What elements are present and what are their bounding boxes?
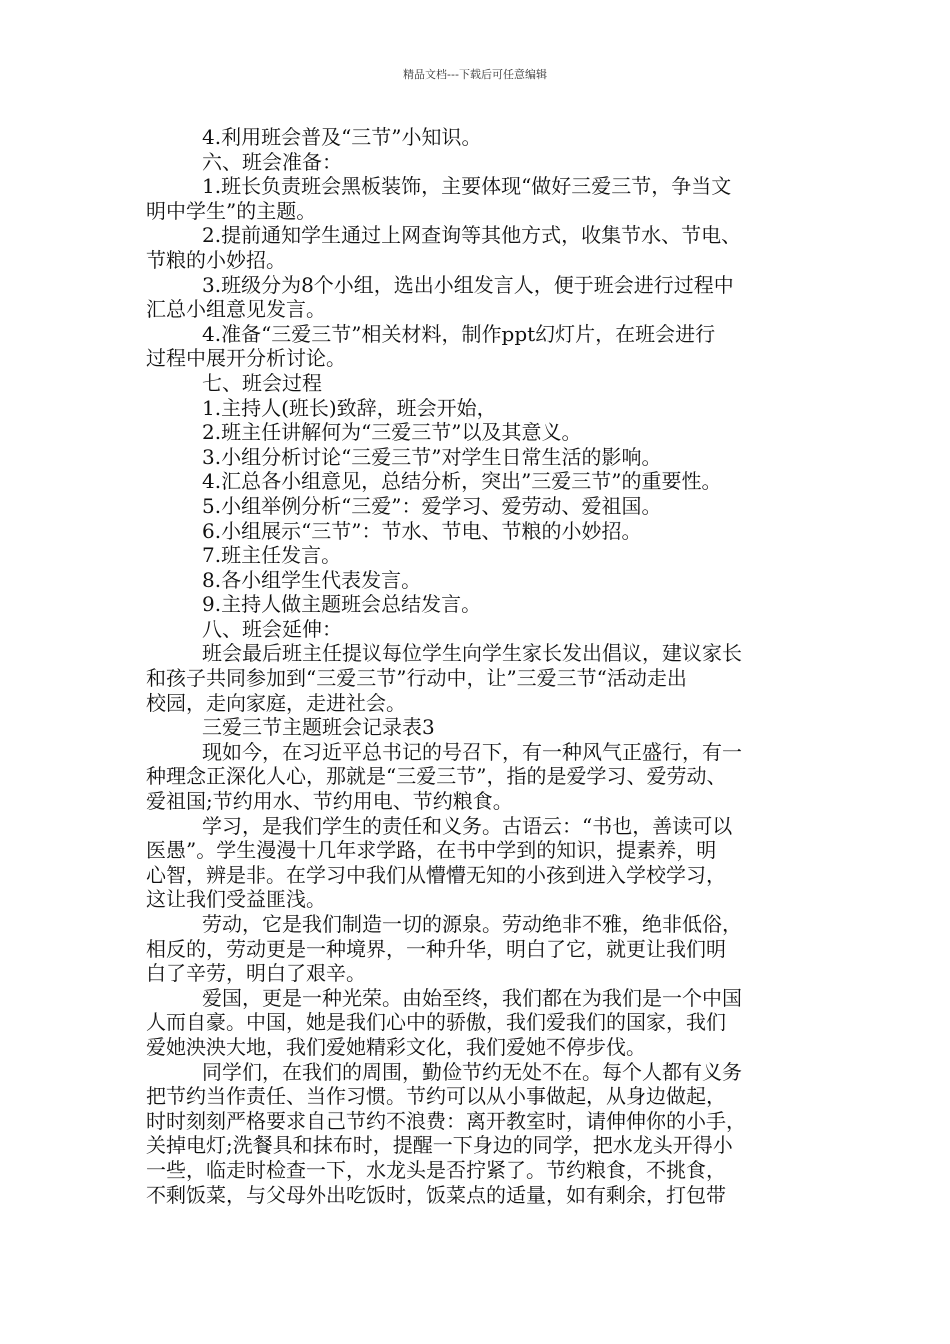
text-line: 八、班会延伸： — [202, 616, 342, 641]
text-line: 七、班会过程 — [202, 370, 322, 395]
text-line: 1.主持人(班长)致辞，班会开始， — [202, 395, 497, 420]
text-line: 明中学生”的主题。 — [146, 198, 317, 223]
text-line: 爱国，更是一种光荣。由始至终，我们都在为我们是一个中国 — [202, 985, 742, 1010]
text-line: 劳动，它是我们制造一切的源泉。劳动绝非不雅，绝非低俗， — [202, 912, 742, 936]
text-line: 2.班主任讲解何为“三爱三节”以及其意义。 — [202, 420, 582, 445]
text-line: 一些，临走时检查一下，水龙头是否拧紧了。节约粮食，不挑食， — [146, 1157, 726, 1182]
text-line: 人而自豪。中国，她是我们心中的骄傲，我们爱我们的国家，我们 — [146, 1010, 726, 1035]
text-line: 医愚”。学生漫漫十几年求学路，在书中学到的知识，提素养，明 — [146, 838, 717, 863]
text-line: 种理念正深化人心，那就是“三爱三节”，指的是爱学习、爱劳动、 — [146, 764, 727, 789]
text-line: 不剩饭菜，与父母外出吃饭时，饭菜点的适量，如有剩余，打包带 — [146, 1182, 726, 1207]
text-line: 同学们，在我们的周围，勤俭节约无处不在。每个人都有义务 — [202, 1059, 742, 1084]
text-line: 这让我们受益匪浅。 — [146, 887, 326, 912]
text-line: 5.小组举例分析“三爱”：爱学习、爱劳动、爱祖国。 — [202, 493, 662, 518]
text-line: 4.利用班会普及“三节”小知识。 — [202, 125, 482, 149]
text-line: 校园，走向家庭，走进社会。 — [146, 690, 406, 715]
text-line: 现如今，在习近平总书记的号召下，有一种风气正盛行，有一 — [202, 739, 742, 764]
text-line: 爱她泱泱大地，我们爱她精彩文化，我们爱她不停步伐。 — [146, 1034, 646, 1059]
text-line: 学习，是我们学生的责任和义务。古语云：“书也，善读可以 — [202, 813, 733, 838]
text-line: 过程中展开分析讨论。 — [146, 346, 346, 371]
text-line: 相反的，劳动更是一种境界，一种升华，明白了它，就更让我们明 — [146, 936, 726, 961]
text-line: 三爱三节主题班会记录表3 — [202, 715, 435, 740]
text-line: 爱祖国;节约用水、节约用电、节约粮食。 — [146, 789, 513, 814]
text-line: 节粮的小妙招。 — [146, 247, 286, 272]
text-line: 班会最后班主任提议每位学生向学生家长发出倡议，建议家长 — [202, 641, 742, 666]
document-body — [146, 125, 814, 1207]
text-line: 7.班主任发言。 — [202, 543, 342, 568]
text-line: 六、班会准备： — [202, 149, 342, 174]
text-line: 2.提前通知学生通过上网查询等其他方式，收集节水、节电、 — [202, 223, 742, 248]
text-line: 6.小组展示“三节”：节水、节电、节粮的小妙招。 — [202, 518, 642, 543]
text-line: 心智，辨是非。在学习中我们从懵懵无知的小孩到进入学校学习， — [146, 862, 726, 887]
text-line: 时时刻刻严格要求自己节约不浪费：离开教室时，请伸伸你的小手， — [146, 1108, 746, 1133]
text-line: 汇总小组意见发言。 — [146, 297, 326, 322]
text-line: 3.班级分为8个小组，选出小组发言人，便于班会进行过程中 — [202, 272, 734, 297]
text-line: 4.汇总各小组意见，总结分析，突出”三爱三节”的重要性。 — [202, 469, 722, 494]
text-line: 和孩子共同参加到“三爱三节”行动中，让”三爱三节“活动走出 — [146, 666, 687, 691]
text-line: 关掉电灯;洗餐具和抹布时，提醒一下身边的同学，把水龙头开得小 — [146, 1133, 733, 1158]
page-header: 精品文档---下载后可任意编辑 — [403, 68, 547, 81]
text-line: 8.各小组学生代表发言。 — [202, 567, 422, 592]
text-line: 4.准备“三爱三节”相关材料，制作ppt幻灯片，在班会进行 — [202, 321, 716, 346]
text-line: 白了辛劳，明白了艰辛。 — [146, 961, 366, 986]
text-line: 把节约当作责任、当作习惯。节约可以从小事做起，从身边做起， — [146, 1084, 726, 1109]
text-line: 1.班长负责班会黑板装饰，主要体现“做好三爱三节，争当文 — [202, 174, 732, 199]
text-line: 3.小组分析讨论“三爱三节”对学生日常生活的影响。 — [202, 444, 662, 469]
text-line: 9.主持人做主题班会总结发言。 — [202, 592, 482, 617]
